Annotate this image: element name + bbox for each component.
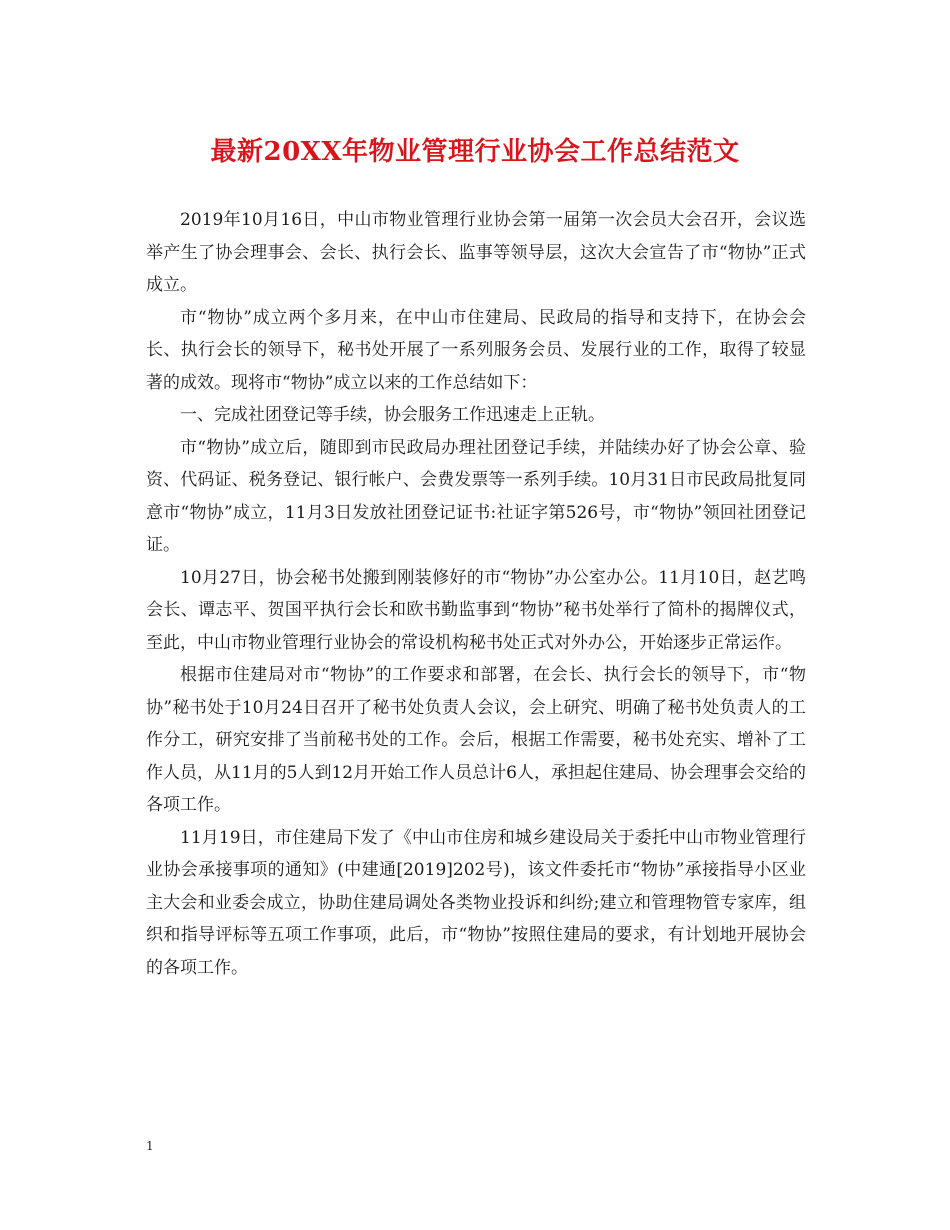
paragraph-6: 11月19日，市住建局下发了《中山市住房和城乡建设局关于委托中山市物业管理行业协会承接事项的通知》(中建通[2019]202号)，该文件委托市“物协”承接指导小区业主大会和业委会成立，协助住建局调处各类物业投诉和纠纷;建立和管理物管专家库，组织和指导评标等五项工作事项，此后，市“物协”按照住建局的要求，有计划地开展协会的各项工作。: [146, 827, 806, 978]
paragraph-3: 市“物协”成立后，随即到市民政局办理社团登记手续，并陆续办好了协会公章、验资、代码证、税务登记、银行帐户、会费发票等一系列手续。10月31日市民政局批复同意市“物协”成立，11月3日发放社团登记证书:社证字第526号，市“物协”领回社团登记证。: [146, 437, 806, 555]
section-heading-1: 一、完成社团登记等手续，协会服务工作迅速走上正轨。: [180, 405, 605, 425]
document-body: [146, 204, 806, 984]
paragraph-5: 根据市住建局对市“物协”的工作要求和部署，在会长、执行会长的领导下，市“物协”秘书处于10月24日召开了秘书处负责人会议，会上研究、明确了秘书处负责人的工作分工，研究安排了当前秘书处的工作。会后，根据工作需要，秘书处充实、增补了工作人员，从11月的5人到12月开始工作人员总计6人，承担起住建局、协会理事会交给的各项工作。: [146, 665, 806, 815]
page-number: 1: [146, 1139, 154, 1153]
document-title: 最新20XX年物业管理行业协会工作总结范文: [210, 137, 740, 167]
paragraph-4: 10月27日，协会秘书处搬到刚装修好的市“物协”办公室办公。11月10日，赵艺鸣会长、谭志平、贺国平执行会长和欧书勤监事到“物协”秘书处举行了简朴的揭牌仪式，至此，中山市物业管理行业协会的常设机构秘书处正式对外办公，开始逐步正常运作。: [146, 567, 806, 653]
paragraph-2: 市“物协”成立两个多月来，在中山市住建局、民政局的指导和支持下，在协会会长、执行会长的领导下，秘书处开展了一系列服务会员、发展行业的工作，取得了较显著的成效。现将市“物协”成立以来的工作总结如下：: [146, 307, 806, 393]
paragraph-1: 2019年10月16日，中山市物业管理行业协会第一届第一次会员大会召开，会议选举产生了协会理事会、会长、执行会长、监事等领导层，这次大会宣告了市“物协”正式成立。: [146, 210, 806, 295]
